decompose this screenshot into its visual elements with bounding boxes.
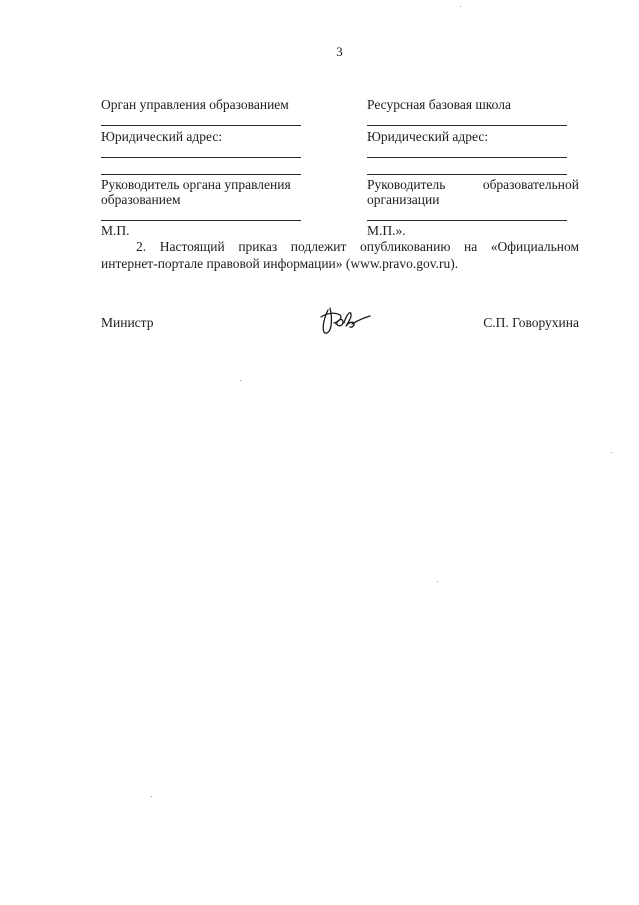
left-legal-address-label: Юридический адрес: xyxy=(101,129,223,144)
right-head-label-line2: организации xyxy=(367,192,440,207)
page-number: 3 xyxy=(336,44,343,59)
right-head-signature-line xyxy=(367,220,567,221)
scan-speck xyxy=(460,6,461,7)
scan-speck xyxy=(437,581,438,582)
right-legal-address-label: Юридический адрес: xyxy=(367,129,489,144)
paragraph-line-2: интернет-портале правовой информации» (www.pravo.gov.ru). xyxy=(101,256,459,271)
left-head-signature-line xyxy=(101,220,301,221)
paragraph-line-1: 2. Настоящий приказ подлежит опубликованию на «Официальном xyxy=(136,239,579,254)
right-head-word2: образовательной xyxy=(482,177,579,192)
scan-speck xyxy=(611,452,612,453)
signatory-title: Министр xyxy=(101,315,154,330)
right-org-title: Ресурсная базовая школа xyxy=(367,97,511,112)
left-address-line-1 xyxy=(101,157,301,158)
left-org-title: Орган управления образованием xyxy=(101,97,289,112)
left-stamp-label: М.П. xyxy=(101,223,130,238)
scan-speck xyxy=(240,380,241,381)
left-address-line-2 xyxy=(101,174,301,175)
right-org-name-line xyxy=(367,125,567,126)
handwritten-signature xyxy=(318,302,374,338)
right-address-line-2 xyxy=(367,174,567,175)
scan-speck xyxy=(151,796,152,797)
left-head-label-line2: образованием xyxy=(101,192,181,207)
right-head-word1: Руководитель xyxy=(367,177,446,192)
left-head-label-line1: Руководитель органа управления xyxy=(101,177,291,192)
signatory-name: С.П. Говорухина xyxy=(483,315,579,330)
publication-paragraph xyxy=(101,238,579,272)
left-org-name-line xyxy=(101,125,301,126)
right-stamp-label: М.П.». xyxy=(367,223,406,238)
right-address-line-1 xyxy=(367,157,567,158)
right-head-label-line1 xyxy=(367,177,579,192)
